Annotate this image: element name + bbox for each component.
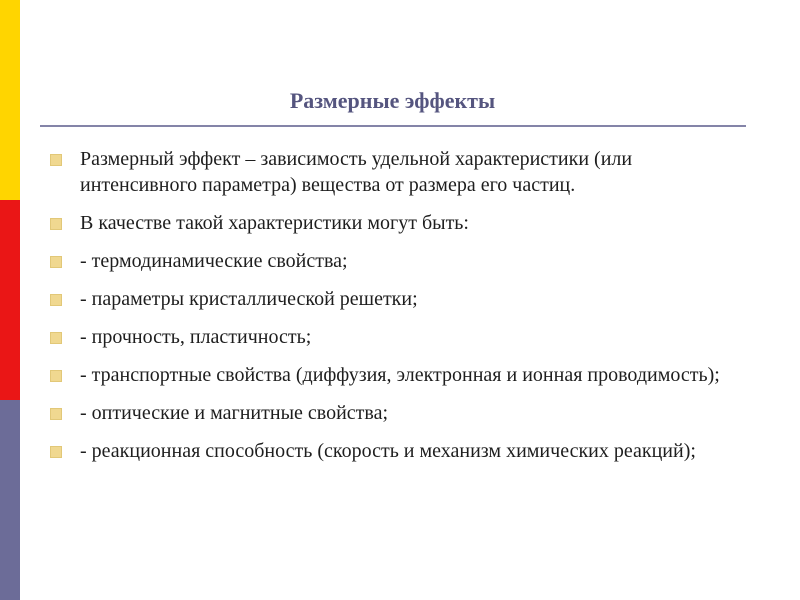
list-item-text: В качестве такой характеристики могут быть:: [80, 212, 469, 234]
sidebar-band-bottom: [0, 400, 20, 600]
list-item-text: - транспортные свойства (диффузия, электронная и ионная проводимость);: [80, 364, 720, 386]
square-bullet-icon: [50, 218, 62, 230]
list-item: [46, 324, 746, 350]
square-bullet-icon: [50, 154, 62, 166]
square-bullet-icon: [50, 408, 62, 420]
list-item: [46, 400, 746, 426]
list-item: [46, 362, 746, 388]
title-divider: [40, 125, 746, 127]
square-bullet-icon: [50, 294, 62, 306]
list-item-text: - оптические и магнитные свойства;: [80, 402, 388, 424]
list-item-text: - прочность, пластичность;: [80, 326, 312, 348]
list-item: [46, 286, 746, 312]
square-bullet-icon: [50, 332, 62, 344]
sidebar-band-middle: [0, 200, 20, 400]
square-bullet-icon: [50, 446, 62, 458]
slide-title: Размерные эффекты: [289, 88, 496, 113]
list-item-text: Размерный эффект – зависимость удельной характеристики (или интенсивного параметра) вещества от размера его частиц.: [80, 148, 633, 196]
square-bullet-icon: [50, 256, 62, 268]
square-bullet-icon: [50, 370, 62, 382]
list-item: [46, 210, 746, 236]
list-item: [46, 146, 746, 198]
list-item: [46, 248, 746, 274]
list-item-text: - параметры кристаллической решетки;: [80, 288, 418, 310]
list-item-text: - термодинамические свойства;: [80, 250, 348, 272]
list-item-text: - реакционная способность (скорость и механизм химических реакций);: [80, 440, 696, 462]
sidebar-band-top: [0, 0, 20, 200]
bullet-list: [46, 146, 746, 476]
list-item: [46, 438, 746, 464]
